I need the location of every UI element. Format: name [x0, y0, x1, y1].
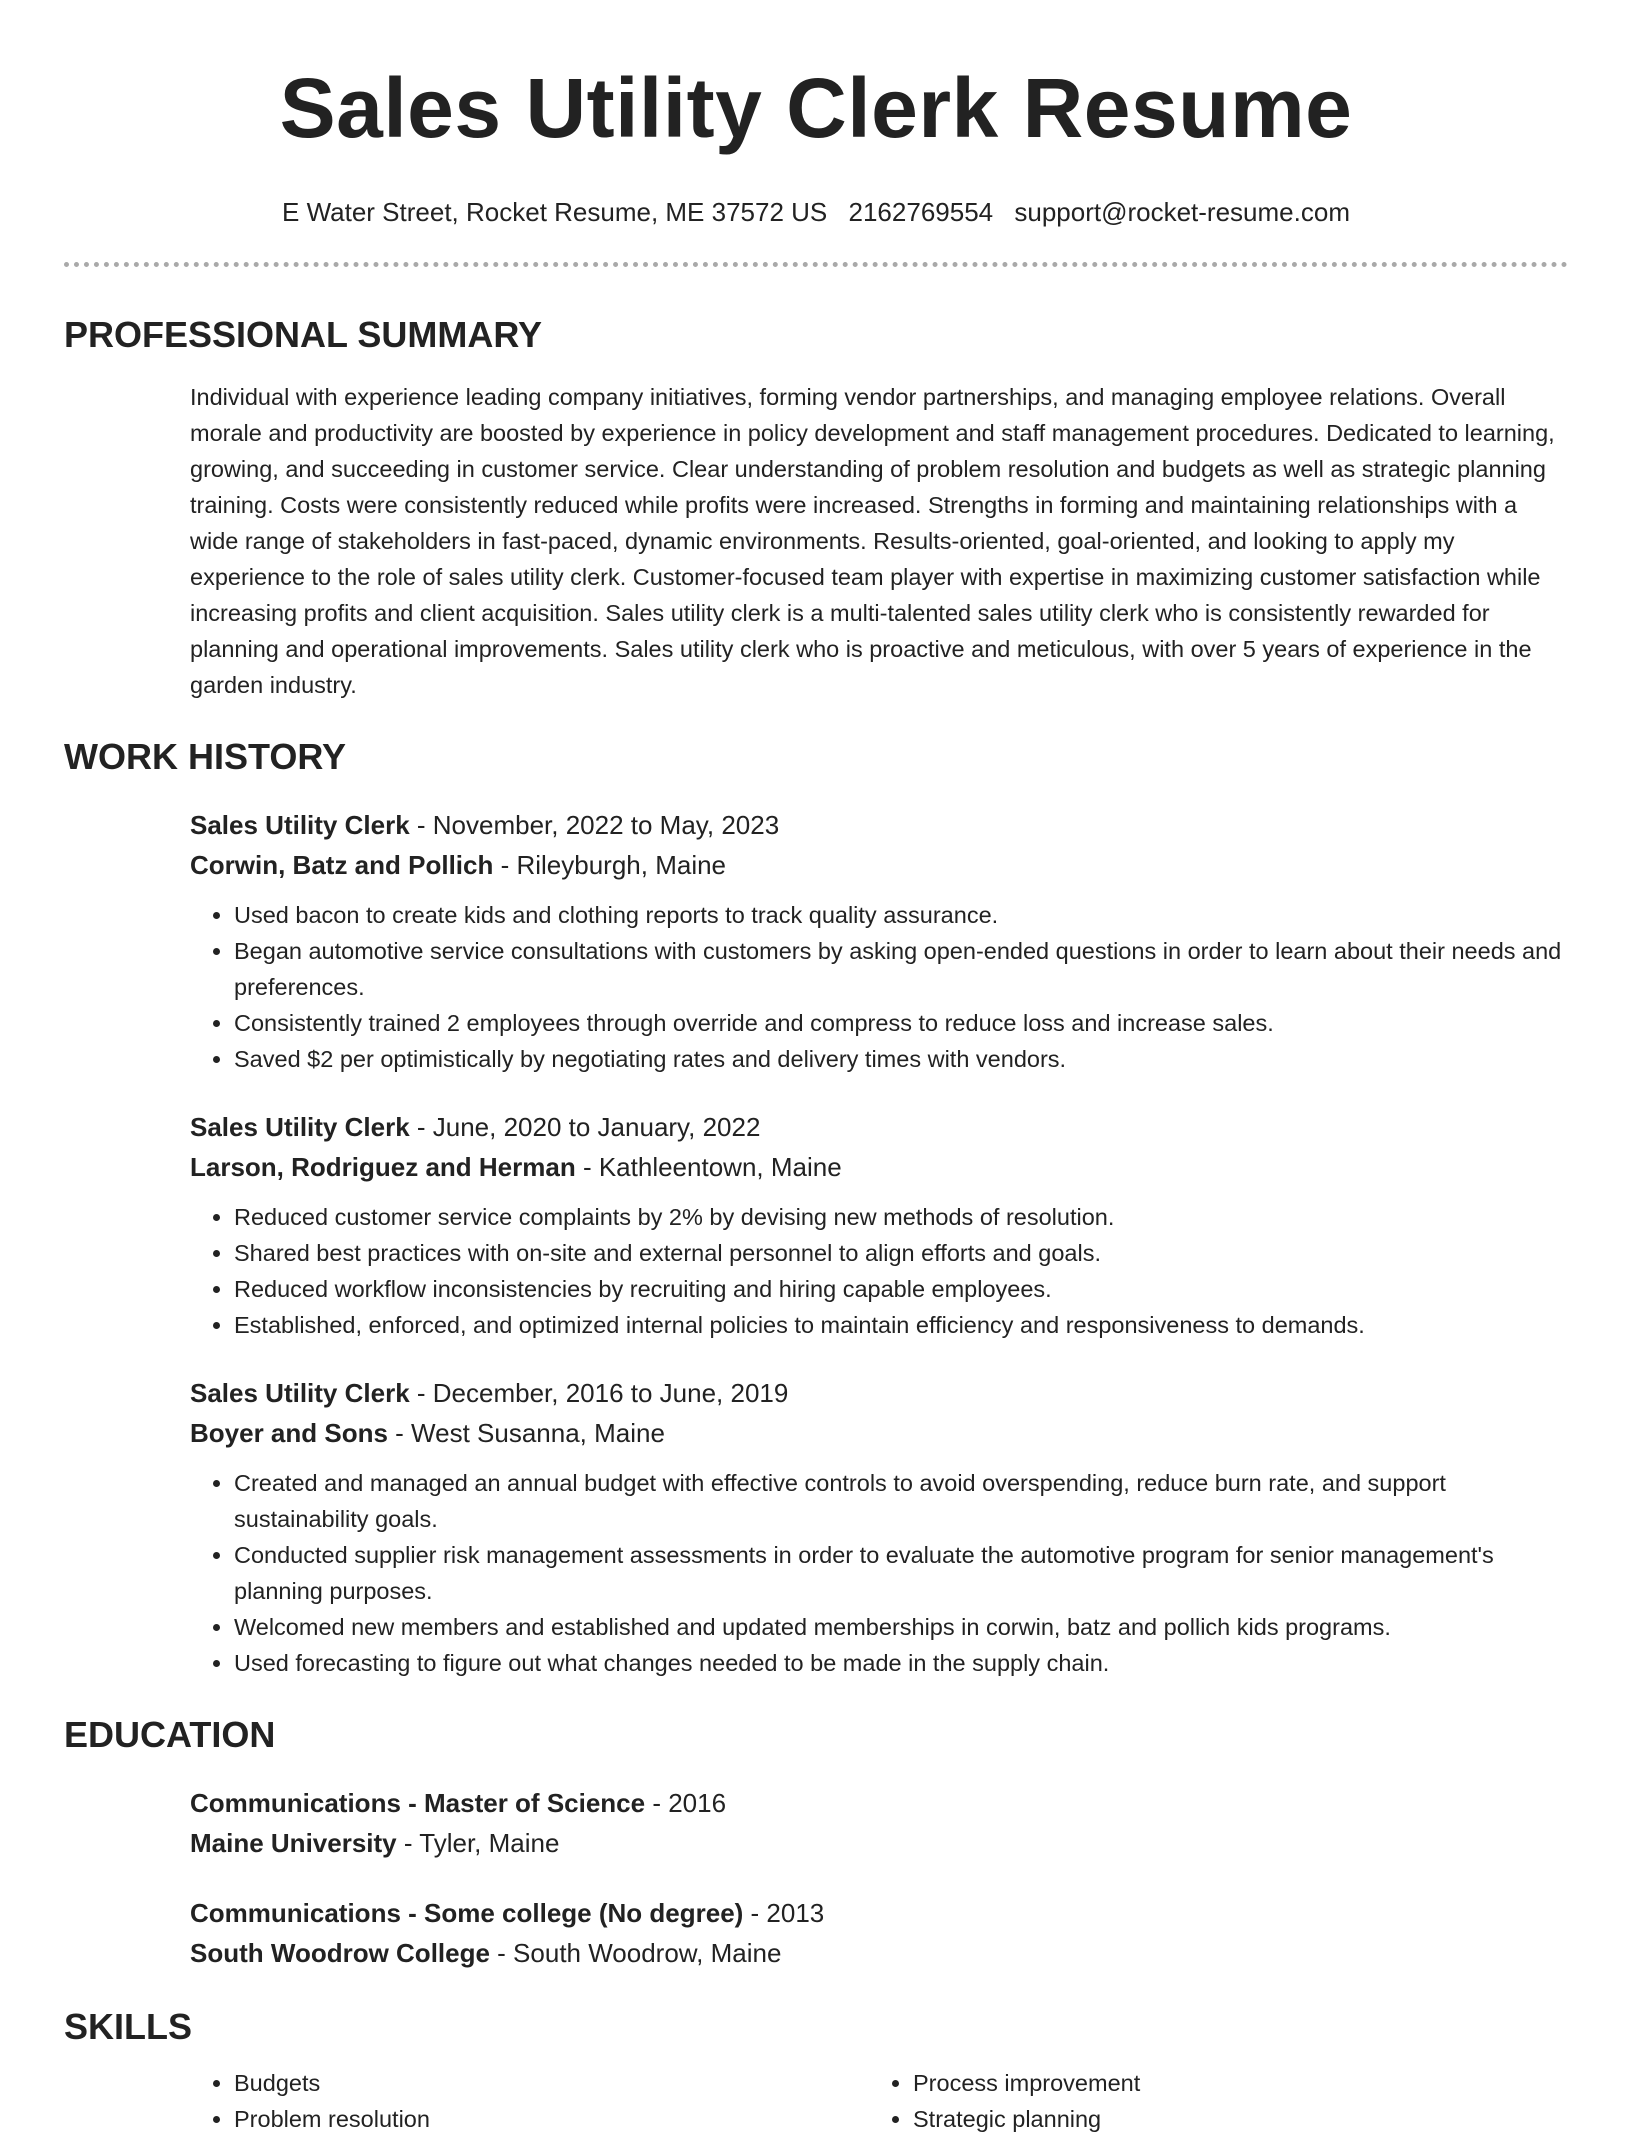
job-bullets [190, 897, 1568, 1077]
education-degree-line [190, 1893, 1568, 1933]
education-location: - Tyler, Maine [396, 1828, 560, 1858]
education-year: - 2013 [743, 1898, 825, 1928]
skills-columns [190, 2065, 1568, 2137]
job-bullet: • Welcomed new members and established and updated memberships in corwin, batz and pollich kids programs. [234, 1609, 1568, 1645]
contact-email: support@rocket-resume.com [1014, 197, 1350, 227]
education-heading: EDUCATION [64, 1714, 276, 1755]
skill-item: • Strategic planning [913, 2101, 1548, 2137]
education-entry [190, 1783, 1568, 1863]
job-bullet: • Shared best practices with on-site and external personnel to align efforts and goals. [234, 1235, 1568, 1271]
job-bullet: • Used forecasting to figure out what changes needed to be made in the supply chain. [234, 1645, 1568, 1681]
job-dates: - November, 2022 to May, 2023 [409, 810, 780, 840]
job-company-line [190, 1147, 1568, 1187]
education-school-line [190, 1933, 1568, 1973]
education-degree: Communications - Some college (No degree) [190, 1898, 744, 1928]
resume-title: Sales Utility Clerk Resume [279, 61, 1353, 155]
job-title: Sales Utility Clerk [190, 1378, 410, 1408]
job-bullet: • Created and managed an annual budget with effective controls to avoid overspending, reduce burn rate, and support sustainability goals. [234, 1465, 1568, 1537]
work-history-heading: WORK HISTORY [64, 736, 347, 777]
contact-phone: 2162769554 [848, 197, 994, 227]
job-company: Corwin, Batz and Pollich [190, 850, 494, 880]
job-bullet: • Reduced customer service complaints by 2% by devising new methods of resolution. [234, 1199, 1568, 1235]
job-company-line [190, 845, 1568, 885]
job-bullet: • Conducted supplier risk management assessments in order to evaluate the automotive program for senior management's planning purposes. [234, 1537, 1568, 1609]
job-entry [190, 1107, 1568, 1343]
education-school: South Woodrow College [190, 1938, 490, 1968]
education-degree-line [190, 1783, 1568, 1823]
job-dates: - December, 2016 to June, 2019 [409, 1378, 789, 1408]
job-location: - Rileyburgh, Maine [493, 850, 727, 880]
job-title-line [190, 1373, 1568, 1413]
skills-right-column [869, 2065, 1548, 2137]
job-bullet: • Used bacon to create kids and clothing reports to track quality assurance. [234, 897, 1568, 933]
skills-heading: SKILLS [64, 2006, 193, 2047]
header-divider [64, 262, 1568, 267]
skill-item: • Budgets [234, 2065, 869, 2101]
job-company: Larson, Rodriguez and Herman [190, 1152, 576, 1182]
job-bullets [190, 1465, 1568, 1681]
education-school-line [190, 1823, 1568, 1863]
job-location: - West Susanna, Maine [387, 1418, 665, 1448]
job-dates: - June, 2020 to January, 2022 [409, 1112, 761, 1142]
job-bullet: • Saved $2 per optimistically by negotiating rates and delivery times with vendors. [234, 1041, 1568, 1077]
education-entry [190, 1893, 1568, 1973]
skills-left-column [190, 2065, 869, 2137]
education-school: Maine University [190, 1828, 397, 1858]
job-bullet: • Reduced workflow inconsistencies by recruiting and hiring capable employees. [234, 1271, 1568, 1307]
job-title-line [190, 805, 1568, 845]
contact-line [64, 196, 1568, 228]
skill-item: • Problem resolution [234, 2101, 869, 2137]
job-title: Sales Utility Clerk [190, 1112, 410, 1142]
job-bullet: • Established, enforced, and optimized internal policies to maintain efficiency and responsiveness to demands. [234, 1307, 1568, 1343]
education-location: - South Woodrow, Maine [489, 1938, 782, 1968]
job-company: Boyer and Sons [190, 1418, 388, 1448]
job-title: Sales Utility Clerk [190, 810, 410, 840]
skill-item: • Process improvement [913, 2065, 1548, 2101]
job-title-line [190, 1107, 1568, 1147]
education-degree: Communications - Master of Science [190, 1788, 646, 1818]
job-company-line [190, 1413, 1568, 1453]
contact-address: E Water Street, Rocket Resume, ME 37572 US [282, 197, 828, 227]
summary-text: Individual with experience leading company initiatives, forming vendor partnerships, and managing employee relations. Overall morale and productivity are boosted by experience in policy development and staff management procedures. Dedicated to learning, growing, and succeeding in customer service. Clear understanding of problem resolution and budgets as well as strategic planning training. Costs were consistently reduced while profits were increased. Strengths in forming and maintaining relationships with a wide range of stakeholders in fast-paced, dynamic environments. Results-oriented, goal-oriented, and looking to apply my experience to the role of sales utility clerk. Customer-focused team player with expertise in maximizing customer satisfaction while increasing profits and client acquisition. Sales utility clerk is a multi-talented sales utility clerk who is consistently rewarded for planning and operational improvements. Sales utility clerk who is proactive and meticulous, with over 5 years of experience in the garden industry. [190, 384, 1555, 698]
education-year: - 2016 [645, 1788, 727, 1818]
job-entry [190, 805, 1568, 1077]
job-bullet: • Consistently trained 2 employees through override and compress to reduce loss and increase sales. [234, 1005, 1568, 1041]
job-bullets [190, 1199, 1568, 1343]
job-location: - Kathleentown, Maine [575, 1152, 842, 1182]
job-bullet: • Began automotive service consultations with customers by asking open-ended questions in order to learn about their needs and preferences. [234, 933, 1568, 1005]
summary-heading: PROFESSIONAL SUMMARY [64, 314, 543, 355]
resume-page [64, 0, 1568, 2137]
job-entry [190, 1373, 1568, 1681]
